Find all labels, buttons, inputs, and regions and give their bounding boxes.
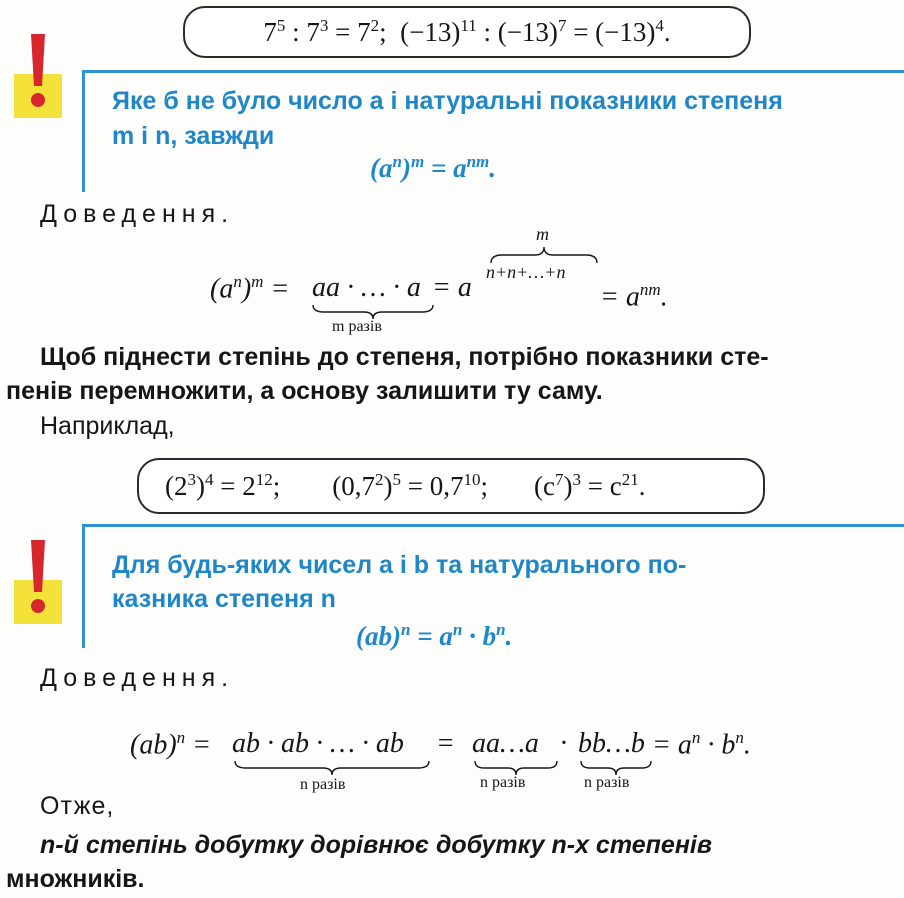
overbrace-m-label: m [536,224,549,244]
rule1-line2: m і n, завжди [112,122,275,150]
otzhe-label: Отже, [40,792,115,820]
underbrace-n-3-label: n разів [584,774,630,791]
proof2-aa: aa…a [472,728,539,759]
example-2: $(0,7^2)^5 = 0,7^{10}$; [332,470,488,501]
example-1: $(2^3)^4 = 2^{12}$; [165,470,281,501]
exclamation-icon [10,30,66,120]
example-label: Наприклад, [40,412,175,440]
proof1-sum-exponent: n+n+…+n [486,262,566,282]
exclamation-icon [10,536,66,626]
proof1-heading: Доведення. [40,200,235,228]
example-3: $(c^7)^3 = c^{21}$. [534,470,646,501]
proof1-eq2: = a [432,272,472,303]
proof1-lhs: $(a^n)^m$ = [210,272,290,305]
conclusion-line2: множників. [6,865,145,893]
proof2-bb: bb…b [578,728,645,759]
top-formula: $7^5$ : $7^3 = 7^2$; $(-13)^{11}$ : $(-13)^7 = (-13)^4$. [263,16,671,47]
rule1-line1: Яке б не було число a і натуральні показники степеня [112,87,783,115]
statement1-line1: Щоб піднести степінь до степеня, потрібно показники сте- [40,343,769,371]
proof1-product: aa · … · a [312,272,421,303]
proof2-rhs: = $a^n \cdot b^n$. [652,728,751,761]
proof2-lhs: (ab)$^n$ = [130,728,212,761]
proof2-dot: · [560,728,567,759]
underbrace-m-label: m разів [332,318,382,335]
proof2-heading: Доведення. [40,664,235,692]
examples-box [137,458,765,514]
rule2-line1: Для будь-яких чисел a і b та натурального по- [112,551,687,579]
proof2-eq2: = [436,728,455,759]
statement1-line2: пенів перемножити, а основу залишити ту саму. [6,377,603,405]
rule2-formula: $(ab)^n = a^n \cdot b^n$. [356,620,513,651]
proof2-product: ab · ab · … · ab [232,728,404,759]
underbrace-n-1 [234,760,430,776]
underbrace-n-1-label: n разів [300,776,346,793]
underbrace-n-2-label: n разів [480,774,526,791]
proof1-rhs: = $a^{nm}$. [600,280,668,313]
conclusion-line1: n-й степінь добутку дорівнює добутку n-х степенів [40,831,712,859]
rule2-line2: казника степеня n [112,585,336,613]
top-formula-box [183,6,751,58]
rule1-formula: $(a^n)^m = a^{nm}$. [370,152,497,183]
